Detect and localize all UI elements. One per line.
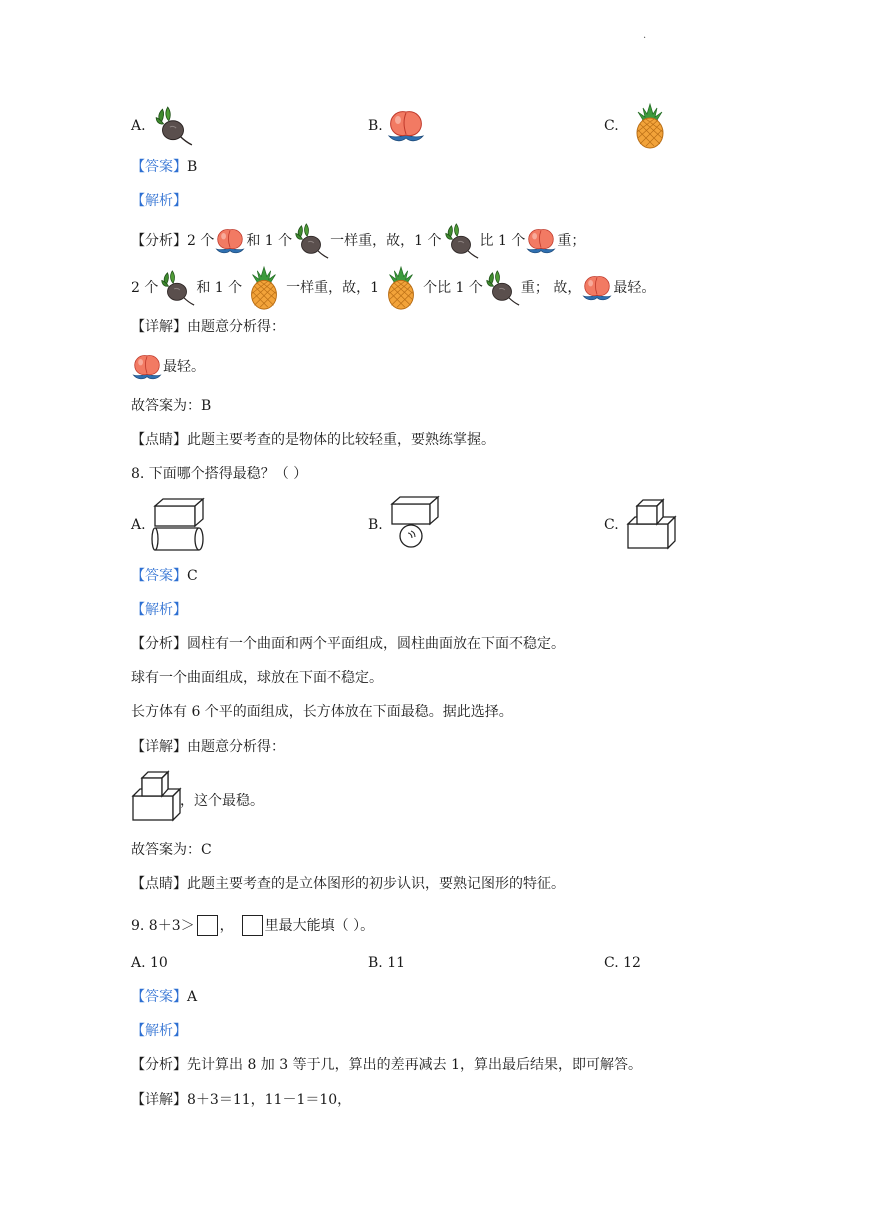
dianjing-tag: 【点睛】 [131,876,187,892]
xiangjie-text: 由题意分析得： [187,319,285,335]
q9-option-c: C. 12 [604,955,641,971]
fenxi-text: 个比 1 个 [423,280,483,296]
peach-icon [581,272,613,304]
cuboid-on-cylinder-icon [151,496,207,554]
q8-fenxi-3: 长方体有 6 个平的面组成，长方体放在下面最稳。据此选择。 [131,704,513,720]
blank-box [242,915,263,936]
q8-conclusion: 故答案为：C [131,842,212,858]
q7-analysis [131,191,187,211]
pineapple-icon [383,265,419,311]
dianjing-text: 此题主要考查的是立体图形的初步认识，要熟记图形的特征。 [187,876,565,892]
xiangjie-tag: 【详解】 [131,1092,187,1108]
fenxi-text: 和 1 个 [196,280,243,296]
cube-on-cuboid-icon [129,768,185,826]
q9-answer [131,987,197,1007]
q7-answer [131,157,197,177]
fenxi-text: 重； [557,233,586,249]
q7-xiangjie [131,317,285,337]
dianjing-tag: 【点睛】 [131,432,187,448]
q8-fenxi-2: 球有一个曲面组成，球放在下面不稳定。 [131,670,383,686]
fenxi-text: 2 个 [131,280,159,296]
fenxi-tag: 【分析】 [131,636,187,652]
fenxi-text: 圆柱有一个曲面和两个平面组成，圆柱曲面放在下面不稳定。 [187,636,565,652]
beet-icon [292,222,330,260]
dianjing-text: 此题主要考查的是物体的比较轻重，要熟练掌握。 [187,432,495,448]
peach-icon [131,351,163,383]
q8-option-a: A. [131,517,146,533]
page-top-mark: . [643,30,647,41]
fenxi-text: 最轻。 [613,280,656,296]
answer-tag: 【答案】 [131,568,187,584]
analysis-tag: 【解析】 [131,602,187,618]
answer-value: B [187,159,198,175]
peach-icon [525,225,557,257]
fenxi-text: 比 1 个 [479,233,526,249]
answer-tag: 【答案】 [131,159,187,175]
q9-question [131,915,374,936]
fenxi-tag: 【分析】 [131,1057,187,1073]
pineapple-icon [246,265,282,311]
beet-icon [158,269,196,307]
peach-icon [214,225,246,257]
answer-tag: 【答案】 [131,989,187,1005]
beet-icon [152,105,194,147]
q7-option-c [604,118,619,134]
beet-icon [442,222,480,260]
fenxi-text: 2 个 [187,233,215,249]
beet-icon [483,269,521,307]
q9-xiangjie [131,1090,351,1110]
q8-option-b: B. [368,517,383,533]
q7-fenxi-line2 [131,277,655,299]
fenxi-tag: 【分析】 [131,233,187,249]
fenxi-text: 和 1 个 [246,233,293,249]
q8-xiangjie [131,737,285,757]
q9-comma: ， [219,917,234,934]
analysis-tag: 【解析】 [131,1023,187,1039]
q9-option-b: B. 11 [368,955,406,971]
cube-on-cuboid-icon [624,496,680,554]
q7-option-a [131,118,146,134]
q8-option-c: C. [604,517,619,533]
answer-value: A [187,989,198,1005]
peach-icon [386,106,426,146]
analysis-tag: 【解析】 [131,193,187,209]
q8-analysis [131,600,187,620]
blank-box [197,915,218,936]
q8-stable-text: ，这个最稳。 [180,793,264,809]
xiangjie-text: 8＋3＝11，11－1＝10， [187,1092,352,1108]
q8-question: 8. 下面哪个搭得最稳？（ ） [131,466,308,482]
pineapple-icon [632,102,668,150]
q9-suffix: 里最大能填（ ）。 [264,917,375,934]
fenxi-text: 先计算出 8 加 3 等于几，算出的差再减去 1，算出最后结果，即可解答。 [187,1057,642,1073]
q8-answer [131,566,198,586]
cuboid-on-ball-icon [388,494,444,552]
q8-fenxi [131,634,565,654]
q9-fenxi [131,1055,642,1075]
fenxi-text: 一样重，故，1 个 [330,233,442,249]
xiangjie-tag: 【详解】 [131,319,187,335]
xiangjie-text: 由题意分析得： [187,739,285,755]
q7-conclusion: 故答案为：B [131,398,212,414]
option-letter: A. [131,118,146,134]
answer-value: C [187,568,198,584]
q7-fenxi-line1 [131,230,585,252]
q9-option-a: A. 10 [131,955,168,971]
xiangjie-tag: 【详解】 [131,739,187,755]
q9-analysis [131,1021,187,1041]
q7-option-b [368,118,383,134]
q9-prefix: 9. 8＋3＞ [131,917,195,934]
fenxi-text: 重； 故， [520,280,582,296]
option-letter: B. [368,118,383,134]
fenxi-text: 一样重，故，1 [286,280,380,296]
q7-lightest [131,357,205,377]
q7-dianjing [131,430,495,450]
lightest-text: 最轻。 [163,359,205,375]
q8-dianjing [131,874,565,894]
option-letter: C. [604,118,619,134]
